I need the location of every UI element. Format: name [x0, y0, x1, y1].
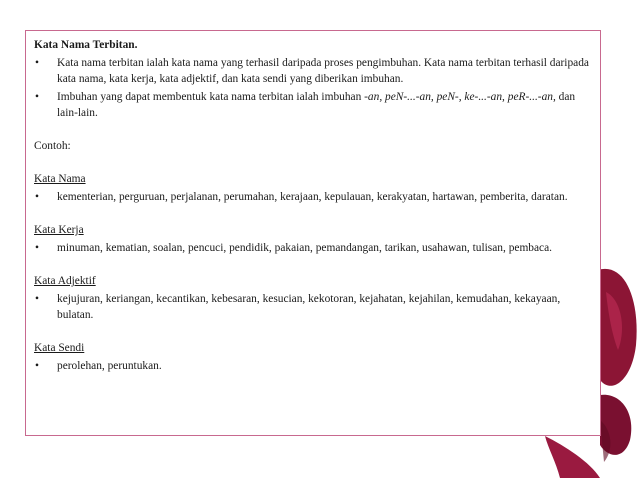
intro-bullet: [34, 89, 590, 121]
section-kata-sendi: [34, 340, 590, 374]
bullet-icon: •: [35, 242, 39, 254]
petal-bottom: [545, 436, 600, 478]
section-bullet: [34, 240, 590, 256]
bullet-icon: •: [35, 360, 39, 372]
section-bullet: [34, 358, 590, 374]
bullet-text: minuman, kematian, soalan, pencuci, pendidik, pakaian, pemandangan, tarikan, usahawan, tulisan, pembaca.: [57, 242, 553, 254]
section-title: Kata Sendi: [34, 342, 85, 354]
content-card: [25, 30, 601, 436]
example-label: Contoh:: [34, 140, 71, 152]
bullet-text: perolehan, peruntukan.: [57, 360, 162, 372]
section-kata-kerja: [34, 222, 590, 256]
bullet-icon: •: [35, 191, 39, 203]
bullet-icon: •: [35, 293, 39, 305]
bullet-icon: •: [35, 91, 39, 103]
section-title: Kata Kerja: [34, 224, 84, 236]
intro-bullet-list: [34, 55, 590, 121]
page-title: Kata Nama Terbitan.: [34, 39, 138, 51]
section-bullet: [34, 291, 590, 323]
intro-bullet: [34, 55, 590, 87]
section-title: Kata Nama: [34, 173, 86, 185]
section-title: Kata Adjektif: [34, 275, 96, 287]
bullet-text: kejujuran, keriangan, kecantikan, kebesaran, kesucian, kekotoran, kejahatan, kejahilan, kemudahan, kekayaan, bulatan.: [57, 293, 561, 321]
bullet-text: Kata nama terbitan ialah kata nama yang terhasil daripada proses pengimbuhan. Kata nama terbitan terhasil daripada kata nama, kata kerja, kata adjektif, dan kata sendi yang diberikan imbuhan.: [57, 57, 589, 85]
bullet-icon: •: [35, 57, 39, 69]
section-kata-nama: [34, 171, 590, 205]
section-bullet: [34, 189, 590, 205]
affix-list: -an, peN-...-an, peN-, ke-...-an, peR-...-an,: [364, 91, 556, 103]
bullet-text: kementerian, perguruan, perjalanan, perumahan, kerajaan, kepulauan, kerakyatan, hartawan, pemberita, daratan.: [57, 191, 568, 203]
bullet-text: Imbuhan yang dapat membentuk kata nama terbitan ialah imbuhan -an, peN-...-an, peN-, ke-...-an, peR-...-an, dan lain-lain.: [57, 91, 576, 119]
section-kata-adjektif: [34, 273, 590, 323]
